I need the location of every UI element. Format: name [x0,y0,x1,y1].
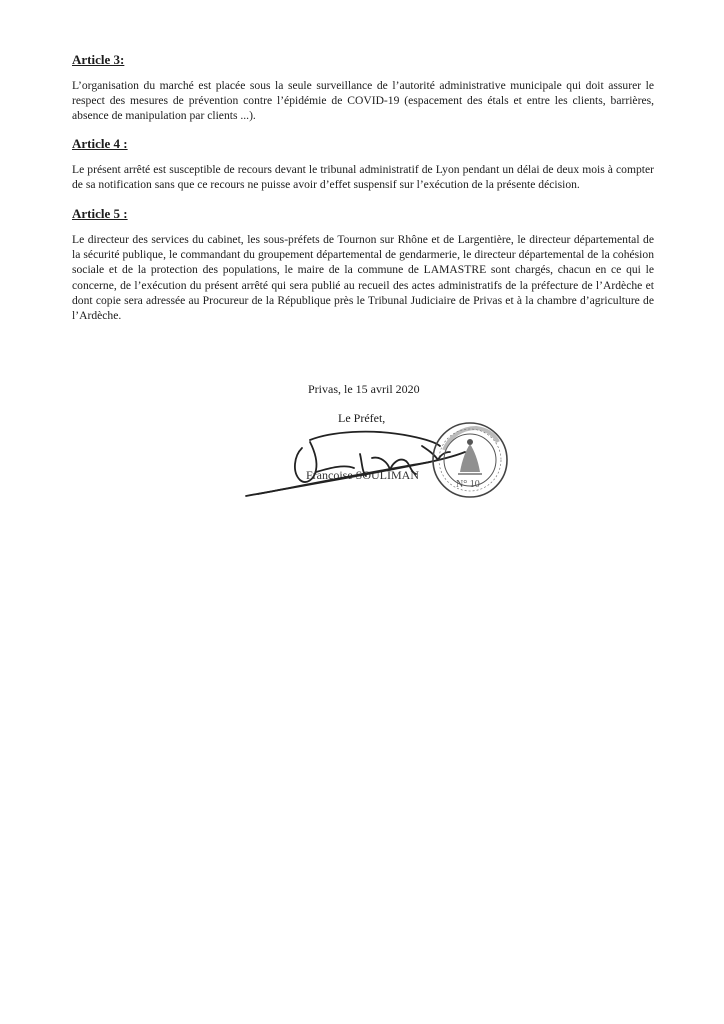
article-3 [72,52,654,124]
article-4-text: Le présent arrêté est susceptible de recours devant le tribunal administratif de Lyon pendant un délai de deux mois à compter de sa notification sans que ce recours ne puisse avoir d’effet suspensif sur l’exécution de la présente décision. [72,163,654,192]
article-5-heading: Article 5 : [72,206,128,221]
article-4 [72,136,654,192]
article-3-heading: Article 3: [72,52,125,67]
signatory-name: Françoise SOULIMAN [306,468,419,482]
signature-block [240,376,540,516]
signature-date: Privas, le 15 avril 2020 [308,382,420,396]
seal-number: N° 10 [456,479,480,490]
article-3-text: L’organisation du marché est placée sous la seule surveillance de l’autorité administrative municipale qui doit assurer le respect des mesures de prévention contre l’épidémie de COVID-19 (espacement des étals et entre les clients, barrières, absence de manipulation par clients ...). [72,79,654,123]
article-4-heading: Article 4 : [72,136,128,151]
article-5-text: Le directeur des services du cabinet, les sous-préfets de Tournon sur Rhône et de Largentière, le directeur départemental de la sécurité publique, le commandant du groupement départemental de gendarmerie, le directeur départemental de la cohésion sociale et de la protection des populations, le maire de la commune de LAMASTRE sont chargés, chacun en ce qui le concerne, de l’exécution du présent arrêté qui sera publié au recueil des actes administratifs de la préfecture de l’Ardèche et dont copie sera adressée au Procureur de la République près le Tribunal Judiciaire de Privas et à la chambre d’agriculture de l’Ardèche. [72,233,654,323]
signatory-title: Le Préfet, [338,411,386,425]
article-5 [72,206,654,323]
